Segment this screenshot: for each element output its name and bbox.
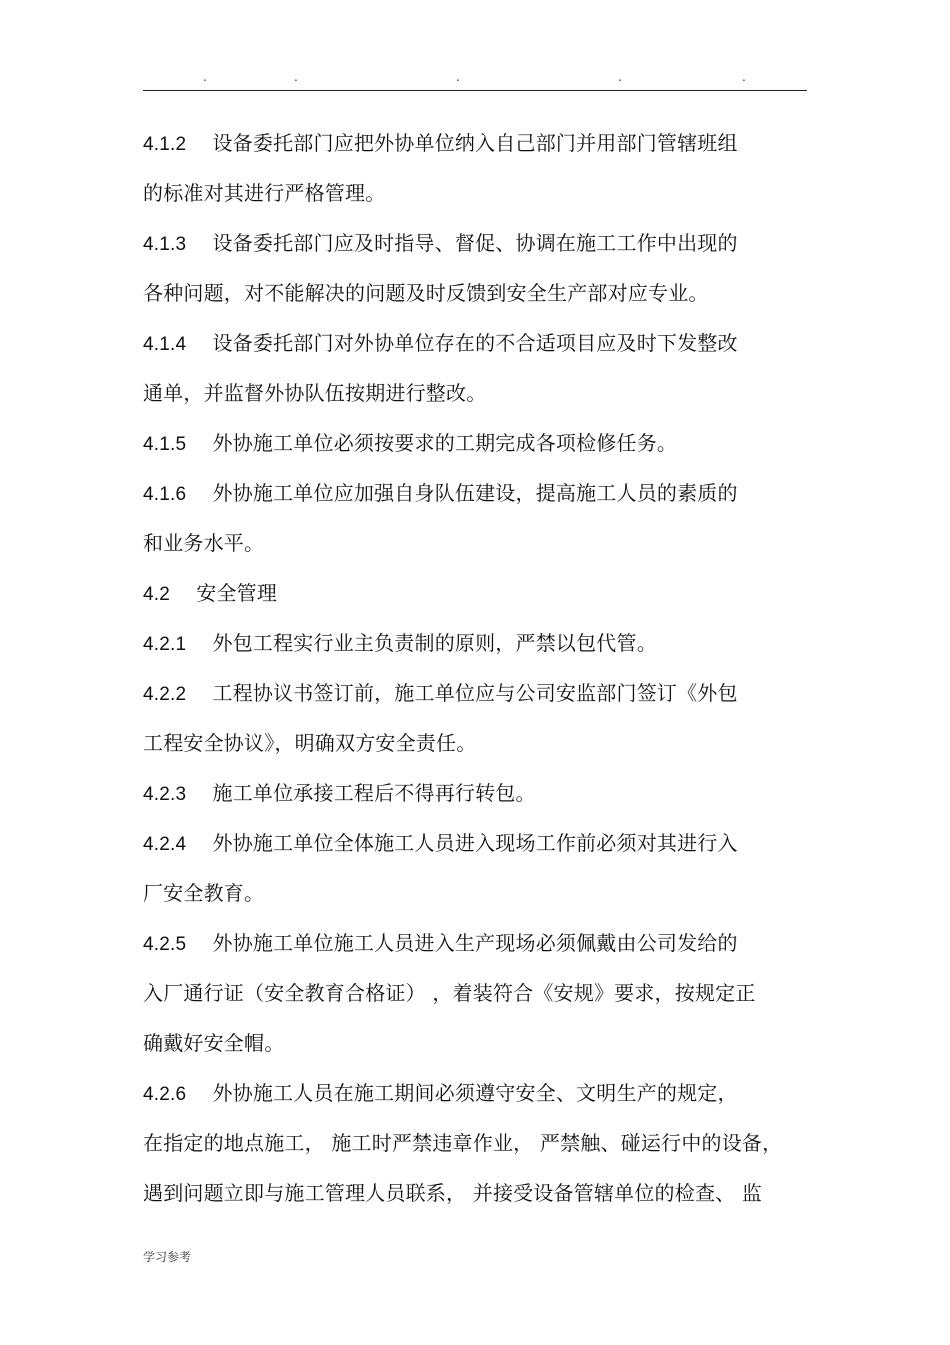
clause-text: 外协施工单位应加强自身队伍建设，提高施工人员的素质的 bbox=[212, 481, 738, 505]
text-line: 通单，并监督外协队伍按期进行整改。 bbox=[143, 381, 487, 405]
text-line: 的标准对其进行严格管理。 bbox=[143, 181, 386, 205]
text-line: 在指定的地点施工， 施工时严禁违章作业， 严禁触、碰运行中的设备， bbox=[143, 1131, 783, 1155]
clause-text: 工程协议书签订前，施工单位应与公司安监部门签订《外包 bbox=[212, 681, 738, 705]
text-line bbox=[143, 318, 823, 368]
clause-text: 外协施工单位施工人员进入生产现场必须佩戴由公司发给的 bbox=[212, 931, 738, 955]
clause-text: 外协施工单位必须按要求的工期完成各项检修任务。 bbox=[212, 431, 678, 455]
clause-text: 设备委托部门应把外协单位纳入自己部门并用部门管辖班组 bbox=[212, 131, 738, 155]
clause-number: 4.2.1 bbox=[143, 634, 187, 655]
text-line: 遇到问题立即与施工管理人员联系， 并接受设备管辖单位的检查、 监 bbox=[143, 1181, 763, 1205]
clause-text: 外包工程实行业主负责制的原则，严禁以包代管。 bbox=[212, 631, 657, 655]
text-line bbox=[143, 118, 823, 168]
text-line bbox=[143, 418, 823, 468]
clause-text: 施工单位承接工程后不得再行转包。 bbox=[212, 781, 536, 805]
page-header bbox=[143, 62, 807, 91]
text-line: 各种问题，对不能解决的问题及时反馈到安全生产部对应专业。 bbox=[143, 281, 709, 305]
text-line bbox=[143, 468, 823, 518]
clause-text: 设备委托部门应及时指导、督促、协调在施工工作中出现的 bbox=[212, 231, 738, 255]
text-line: 和业务水平。 bbox=[143, 531, 265, 555]
clause-text: 外协施工单位全体施工人员进入现场工作前必须对其进行入 bbox=[212, 831, 738, 855]
text-line bbox=[143, 818, 823, 868]
header-dot: . bbox=[618, 70, 622, 84]
clause-text: 设备委托部门对外协单位存在的不合适项目应及时下发整改 bbox=[212, 331, 738, 355]
text-line bbox=[143, 1068, 823, 1118]
clause-number: 4.2.4 bbox=[143, 834, 187, 855]
clause-number: 4.2.3 bbox=[143, 784, 187, 805]
text-line bbox=[143, 618, 823, 668]
clause-number: 4.1.2 bbox=[143, 134, 187, 155]
section-heading bbox=[143, 568, 823, 618]
text-line: 入厂通行证（安全教育合格证） ，着装符合《安规》要求，按规定正 bbox=[143, 981, 756, 1005]
text-line: 确戴好安全帽。 bbox=[143, 1031, 285, 1055]
clause-number: 4.2.2 bbox=[143, 684, 187, 705]
text-line bbox=[143, 218, 823, 268]
footer-note: 学习参考 bbox=[143, 1250, 192, 1264]
clause-number: 4.2.5 bbox=[143, 934, 187, 955]
text-line bbox=[143, 668, 823, 718]
text-line: 厂安全教育。 bbox=[143, 881, 265, 905]
section-title: 安全管理 bbox=[196, 581, 278, 605]
clause-number: 4.1.3 bbox=[143, 234, 187, 255]
text-line bbox=[143, 918, 823, 968]
header-dot: . bbox=[456, 70, 460, 84]
text-line bbox=[143, 768, 823, 818]
header-dot: . bbox=[742, 70, 746, 84]
header-dot: . bbox=[294, 70, 298, 84]
document-body bbox=[143, 118, 823, 1218]
section-number: 4.2 bbox=[143, 584, 171, 605]
clause-number: 4.2.6 bbox=[143, 1084, 187, 1105]
clause-number: 4.1.5 bbox=[143, 434, 187, 455]
clause-text: 外协施工人员在施工期间必须遵守安全、文明生产的规定， bbox=[212, 1081, 738, 1105]
text-line: 工程安全协议》，明确双方安全责任。 bbox=[143, 731, 477, 755]
header-dot: . bbox=[203, 70, 207, 84]
clause-number: 4.1.4 bbox=[143, 334, 187, 355]
clause-number: 4.1.6 bbox=[143, 484, 187, 505]
